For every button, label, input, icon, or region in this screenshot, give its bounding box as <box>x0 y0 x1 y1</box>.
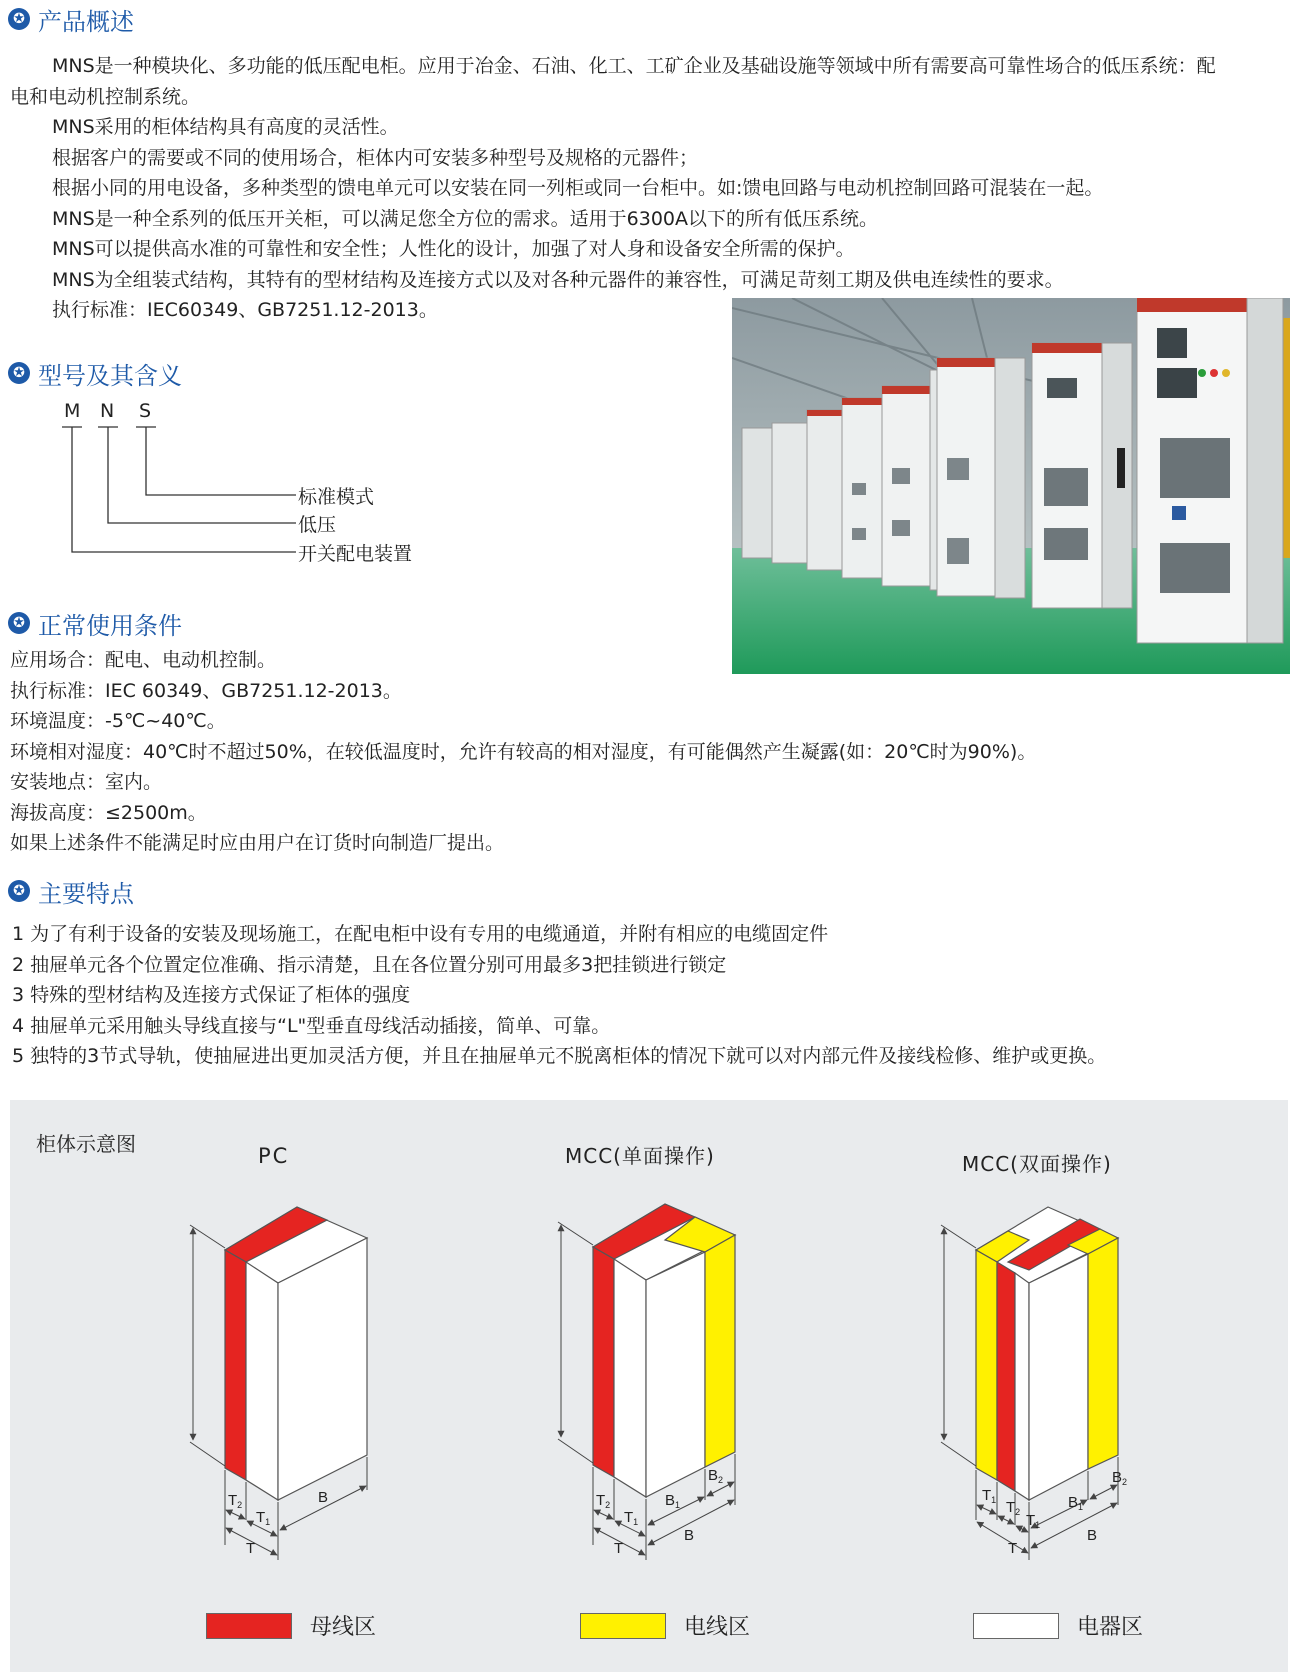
legend-label: 电器区 <box>1077 1615 1144 1640</box>
features-line: 3 特殊的型材结构及连接方式保证了柜体的强度 <box>12 984 411 1006</box>
overview-line: 根据小同的用电设备，多种类型的馈电单元可以安装在同一列柜或同一台柜中。如:馈电回路与电动机控制回路可混装在一起。 <box>52 177 1104 199</box>
pc-label-t1: $T_1$ <box>256 1509 271 1527</box>
legend-cable <box>580 1610 750 1641</box>
model-letter-s: S <box>139 400 152 422</box>
pc-label-t2: $T_2$ <box>228 1492 243 1510</box>
mccs-label-t1: $T_1$ <box>624 1509 639 1527</box>
conditions-line: 环境温度：-5℃~40℃。 <box>10 710 226 732</box>
conditions-line: 应用场合：配电、电动机控制。 <box>10 649 277 671</box>
overview-line: MNS采用的柜体结构具有高度的灵活性。 <box>52 116 399 138</box>
legend-label: 母线区 <box>310 1615 377 1640</box>
cabinet-mcc-single-drawing <box>593 1204 735 1497</box>
model-letter-n: N <box>100 400 115 422</box>
star-icon: ✪ <box>8 362 30 384</box>
busbar-swatch <box>206 1613 292 1639</box>
model-meaning: 低压 <box>298 514 337 536</box>
overview-line: MNS可以提供高水准的可靠性和安全性；人性化的设计，加强了对人身和设备安全所需的保护。 <box>52 238 855 260</box>
overview-line: MNS是一种模块化、多功能的低压配电柜。应用于冶金、石油、化工、工矿企业及基础设施等领域中所有需要高可靠性场合的低压系统：配 <box>52 55 1216 77</box>
features-line: 4 抽屉单元采用触头导线直接与“L"型垂直母线活动插接，简单、可靠。 <box>12 1014 611 1037</box>
apparatus-swatch <box>973 1613 1059 1639</box>
features-line: 5 独特的3节式导轨，使抽屉进出更加灵活方便，并且在抽屉单元不脱离柜体的情况下就可以对内部元件及接线检修、维护或更换。 <box>12 1045 1107 1067</box>
mccs-label-b1: $B_1$ <box>665 1492 681 1510</box>
star-icon: ✪ <box>8 612 30 634</box>
cabinet-mcc-double-drawing <box>976 1207 1118 1500</box>
features-line: 2 抽屉单元各个位置定位准确、指示清楚，且在各位置分别可用最多3把挂锁进行锁定 <box>12 953 727 976</box>
star-icon: ✪ <box>8 8 30 30</box>
conditions-line: 海拔高度：≤2500m。 <box>10 801 207 824</box>
overview-title: 产品概述 <box>38 7 134 36</box>
conditions-line: 环境相对湿度：40℃时不超过50%，在较低温度时，允许有较高的相对湿度，有可能偶然产生凝露(如：20℃时为90%)。 <box>10 740 1037 763</box>
model-meaning: 标准模式 <box>298 486 375 508</box>
conditions-line: 安装地点：室内。 <box>10 771 163 793</box>
overview-line: 电和电动机控制系统。 <box>10 85 201 108</box>
diagram-title: 柜体示意图 <box>36 1132 136 1156</box>
cabinet-mcc-single-name: MCC(单面操作) <box>565 1144 715 1168</box>
conditions-title: 正常使用条件 <box>38 611 182 640</box>
mccs-label-t: T <box>614 1540 624 1557</box>
overview-line: 根据客户的需要或不同的使用场合，柜体内可安装多种型号及规格的元器件； <box>52 146 699 169</box>
legend-apparatus <box>973 1610 1143 1641</box>
cabinet-pc-drawing <box>225 1207 367 1500</box>
mccd-label-t1: $T_1$ <box>982 1487 997 1505</box>
mccd-label-t1b: $T_1$ <box>1026 1512 1041 1530</box>
star-icon: ✪ <box>8 880 30 902</box>
mccs-label-b: B <box>684 1527 695 1544</box>
features-title: 主要特点 <box>38 879 134 908</box>
model-title: 型号及其含义 <box>38 361 182 390</box>
mccd-label-b: B <box>1087 1527 1098 1544</box>
mccd-label-t: T <box>1008 1540 1018 1557</box>
legend-label: 电线区 <box>684 1615 751 1640</box>
features-line: 1 为了有利于设备的安装及现场施工，在配电柜中设有专用的电缆通道，并附有相应的电缆固定件 <box>12 923 829 945</box>
cabinet-pc-name: PC <box>258 1144 290 1168</box>
overview-line: 执行标准：IEC60349、GB7251.12-2013。 <box>52 299 438 321</box>
legend-busbar <box>206 1610 376 1641</box>
overview-line: MNS是一种全系列的低压开关柜，可以满足您全方位的需求。适用于6300A以下的所有低压系统。 <box>52 207 879 230</box>
conditions-line: 如果上述条件不能满足时应由用户在订货时向制造厂提出。 <box>10 832 505 854</box>
cable-swatch <box>580 1613 666 1639</box>
cabinet-mcc-double-name: MCC(双面操作) <box>962 1152 1112 1176</box>
mccd-label-b1: $B_1$ <box>1068 1494 1084 1512</box>
overview-line: MNS为全组装式结构，其特有的型材结构及连接方式以及对各种元器件的兼容性，可满足苛刻工期及供电连续性的要求。 <box>52 268 1064 291</box>
mccd-label-b2: $B_2$ <box>1112 1469 1128 1487</box>
mccd-label-t2: $T_2$ <box>1006 1499 1021 1517</box>
model-letter-m: M <box>64 400 81 422</box>
pc-label-t: T <box>246 1540 256 1557</box>
mccs-label-t2: $T_2$ <box>596 1492 611 1510</box>
conditions-line: 执行标准：IEC 60349、GB7251.12-2013。 <box>10 679 402 702</box>
mccs-label-b2: $B_2$ <box>708 1467 724 1485</box>
model-meaning: 开关配电装置 <box>298 543 413 565</box>
pc-label-b: B <box>318 1489 329 1506</box>
